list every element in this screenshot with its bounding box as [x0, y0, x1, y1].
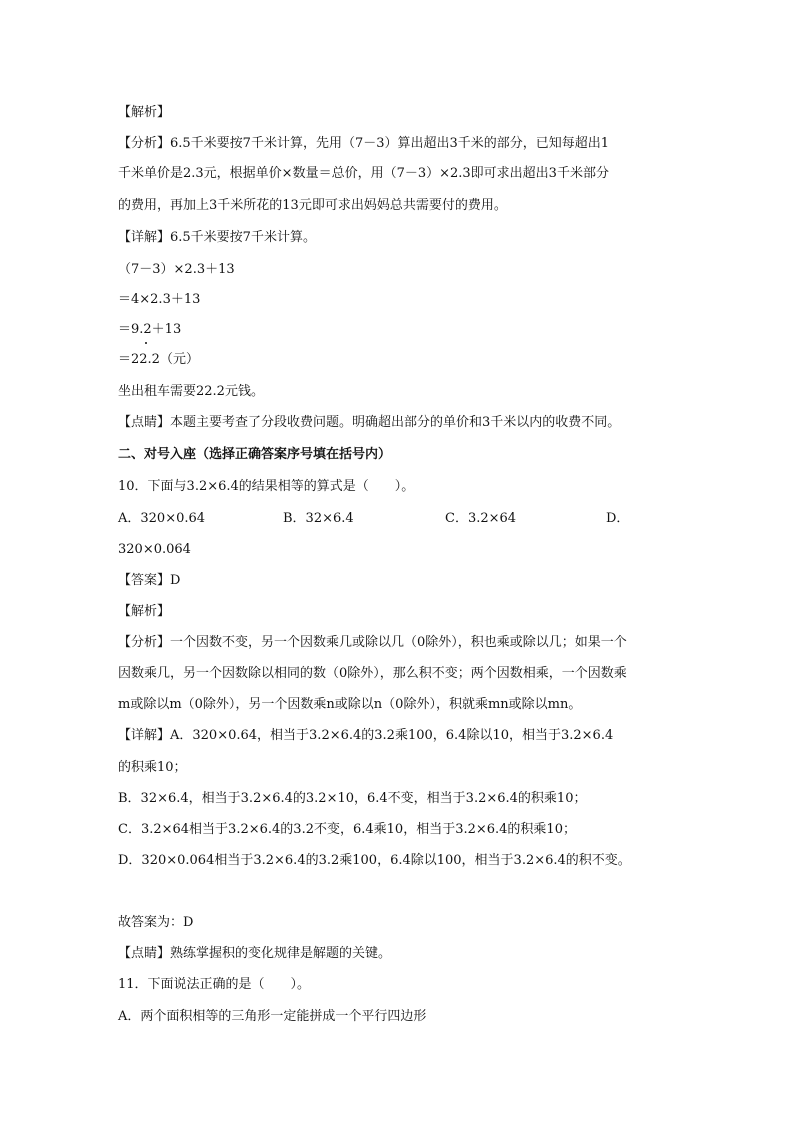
- detail-text: B．32×6.4，相当于3.2×6.4的3.2×10，6.4不变，相当于3.2×6.4的积乘10；: [118, 791, 587, 806]
- option-b: B．32×6.4: [283, 511, 354, 526]
- option-c: C．3.2×64: [445, 511, 517, 526]
- answer-sentence: 坐出租车需要22.2元钱。: [118, 384, 264, 399]
- detail-text: 【详解】6.5千米要按7千米计算。: [118, 230, 316, 245]
- analysis-text: 【分析】一个因数不变，另一个因数乘几或除以几（0除外），积也乘或除以几；如果一个: [118, 635, 627, 650]
- option-d: D．: [606, 511, 630, 526]
- section-label-analysis: 【解析】: [118, 105, 171, 120]
- analysis-text: 千米单价是2.3元，根据单价×数量＝总价，用（7－3）×2.3即可求出超出3千米部分: [118, 166, 609, 181]
- section-label-analysis: 【解析】: [118, 604, 171, 619]
- option-d-value: 320×0.064: [118, 542, 191, 557]
- emphasis-dot: [145, 342, 147, 344]
- option-a: A．320×0.64: [118, 511, 206, 526]
- answer-label: 【答案】D: [118, 573, 181, 588]
- question-10: 10．下面与3.2×6.4的结果相等的算式是（ ）。: [118, 479, 415, 494]
- calculation-step: ＝22.2（元）: [118, 352, 199, 367]
- option-a: A．两个面积相等的三角形一定能拼成一个平行四边形: [118, 1009, 427, 1024]
- final-answer: 故答案为：D: [118, 915, 194, 930]
- key-point-text: 【点睛】本题主要考查了分段收费问题。明确超出部分的单价和3千米以内的收费不同。: [118, 415, 621, 430]
- analysis-text: 的费用，再加上3千米所花的13元即可求出妈妈总共需要付的费用。: [118, 198, 507, 213]
- detail-text: 【详解】A．320×0.64，相当于3.2×6.4的3.2乘100，6.4除以10，相当于3.2×6.4: [118, 728, 614, 743]
- analysis-text: 因数乘几，另一个因数除以相同的数（0除外），那么积不变；两个因数相乘，一个因数乘: [118, 666, 627, 681]
- calculation-step: （7－3）×2.3＋13: [118, 262, 235, 277]
- detail-text: D．320×0.064相当于3.2×6.4的3.2乘100，6.4除以100，相当于3.2×6.4的积不变。: [118, 853, 631, 868]
- calculation-step: ＝9.2＋13: [118, 322, 182, 337]
- key-point-text: 【点睛】熟练掌握积的变化规律是解题的关键。: [118, 946, 392, 961]
- detail-text: C．3.2×64相当于3.2×6.4的3.2不变，6.4乘10，相当于3.2×6.4的积乘10；: [118, 822, 576, 837]
- question-11: 11．下面说法正确的是（ ）。: [118, 977, 311, 992]
- calculation-step: ＝4×2.3＋13: [118, 292, 201, 307]
- detail-text: 的积乘10；: [118, 760, 187, 775]
- analysis-text: 【分析】6.5千米要按7千米计算，先用（7－3）算出超出3千米的部分，已知每超出1: [118, 136, 610, 151]
- analysis-text: m或除以m（0除外），另一个因数乘n或除以n（0除外），积就乘mn或除以mn。: [118, 697, 582, 712]
- section-heading: 二、对号入座（选择正确答案序号填在括号内）: [118, 447, 392, 462]
